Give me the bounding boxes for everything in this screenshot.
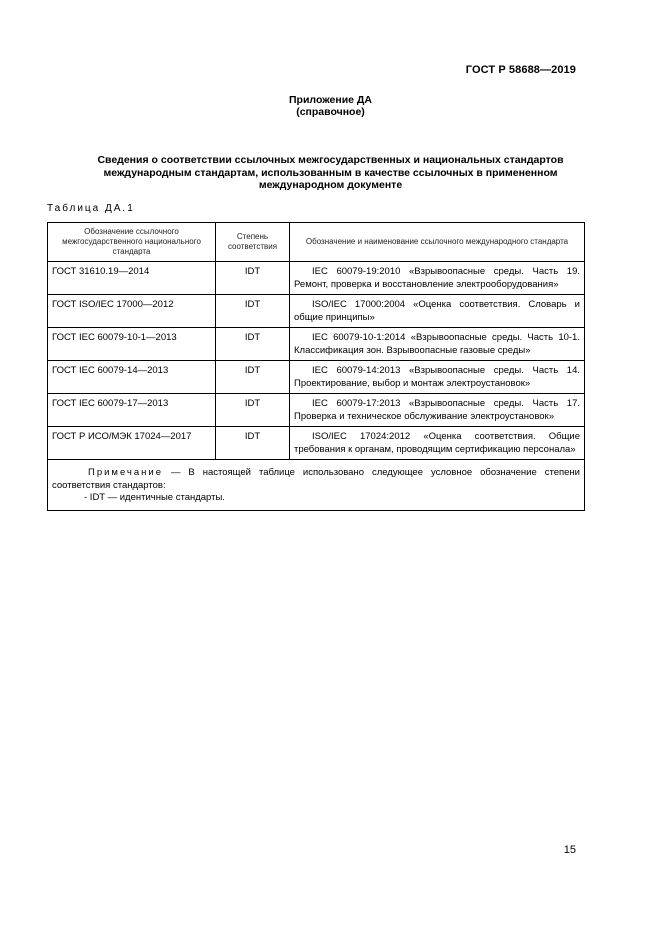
- table-row: [48, 427, 585, 460]
- page-number: 15: [563, 844, 576, 856]
- table-header-row: [48, 223, 585, 262]
- table-row: [48, 328, 585, 361]
- column-header-standard: Обозначение ссылочного межгосударственного национального стандарта: [48, 223, 216, 262]
- cell-international: IEC 60079-10-1:2014 «Взрывоопасные среды. Часть 10-1. Классификация зон. Взрывоопасные газовые среды»: [290, 328, 585, 361]
- cell-standard: ГОСТ IEC 60079-10-1—2013: [48, 328, 216, 361]
- appendix-title: Приложение ДА: [289, 94, 372, 106]
- table-note: [48, 460, 585, 511]
- cell-degree: IDT: [216, 295, 290, 328]
- table-row: [48, 361, 585, 394]
- note-label: Примечание: [88, 467, 163, 478]
- cell-international: IEC 60079-19:2010 «Взрывоопасные среды. Часть 19. Ремонт, проверка и восстановление электрооборудования»: [290, 262, 585, 295]
- column-header-international: Обозначение и наименование ссылочного международного стандарта: [290, 223, 585, 262]
- note-item: - IDT — идентичные стандарты.: [84, 492, 225, 503]
- cell-degree: IDT: [216, 262, 290, 295]
- table-caption: Таблица ДА.1: [47, 203, 135, 214]
- cell-degree: IDT: [216, 328, 290, 361]
- document-title-line-2: международным стандартам, использованным в качестве ссылочных в примененном: [103, 166, 558, 179]
- cell-degree: IDT: [216, 427, 290, 460]
- cell-international: IEC 60079-17:2013 «Взрывоопасные среды. Часть 17. Проверка и техническое обслуживание электроустановок»: [290, 394, 585, 427]
- cell-degree: IDT: [216, 361, 290, 394]
- cell-standard: ГОСТ IEC 60079-14—2013: [48, 361, 216, 394]
- table-row: [48, 394, 585, 427]
- correspondence-table: [47, 222, 585, 511]
- cell-international: ISO/IEC 17024:2012 «Оценка соответствия. Общие требования к органам, проводящим сертификацию персонала»: [290, 427, 585, 460]
- table-note-row: [48, 460, 585, 511]
- cell-international: ISO/IEC 17000:2004 «Оценка соответствия. Словарь и общие принципы»: [290, 295, 585, 328]
- cell-standard: ГОСТ IEC 60079-17—2013: [48, 394, 216, 427]
- document-title: [58, 154, 603, 192]
- note-paragraph: [52, 467, 580, 492]
- note-text: — В настоящей таблице использовано следующее условное обозначение степени соответствия стандартов:: [52, 467, 580, 491]
- cell-standard: ГОСТ ISO/IEC 17000—2012: [48, 295, 216, 328]
- cell-standard: ГОСТ 31610.19—2014: [48, 262, 216, 295]
- correspondence-table-container: [47, 222, 584, 511]
- document-title-line-3: международном документе: [258, 179, 403, 191]
- column-header-degree: Степень соответствия: [216, 223, 290, 262]
- appendix-subtitle: (справочное): [296, 106, 365, 118]
- table-row: [48, 262, 585, 295]
- cell-standard: ГОСТ Р ИСО/МЭК 17024—2017: [48, 427, 216, 460]
- cell-degree: IDT: [216, 394, 290, 427]
- document-title-line-1: Сведения о соответствии ссылочных межгосударственных и национальных стандартов: [97, 154, 564, 166]
- cell-international: IEC 60079-14:2013 «Взрывоопасные среды. Часть 14. Проектирование, выбор и монтаж электроустановок»: [290, 361, 585, 394]
- page-header-standard-code: ГОСТ Р 58688—2019: [465, 64, 576, 76]
- appendix-heading: [0, 94, 661, 118]
- table-row: [48, 295, 585, 328]
